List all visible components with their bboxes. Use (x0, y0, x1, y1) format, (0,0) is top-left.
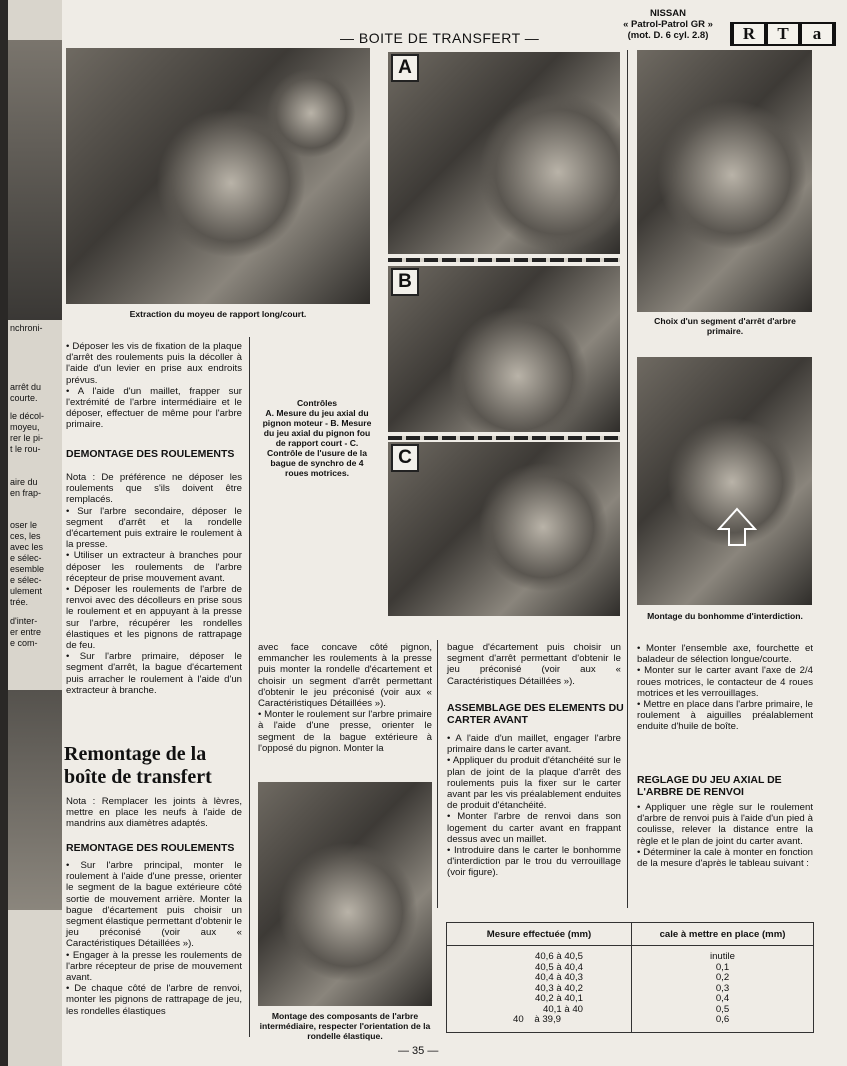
photo-divider (388, 436, 620, 440)
margin-photo-bottom (8, 690, 62, 910)
margin-line: aire du (10, 477, 38, 487)
photo-hub-extraction (66, 48, 370, 304)
paragraph: • Sur l'arbre secondaire, déposer le segment d'arrêt et la rondelle d'écartement puis extraire le roulement à la presse. (66, 505, 242, 551)
margin-line: arrêt du (10, 382, 42, 392)
column-rule (437, 640, 438, 908)
table-cell: 40,3 à 40,2 (534, 982, 583, 994)
logo-letter-t: T (768, 24, 798, 44)
table-cell: 0,1 (715, 961, 730, 973)
paragraph: • Appliquer une règle sur le roulement d'arbre de renvoi puis à l'aide d'un pied à coulisse, relever la distance entre la règle et le plan de joint du carter avant. (637, 802, 813, 847)
col1-top-text (66, 341, 242, 431)
margin-line: e com- (10, 638, 38, 648)
paragraph: avec face concave côté pignon, emmancher les roulements à la presse puis monter la rondelle d'écartement et choisir un segment d'arrêt permettant d'obtenir le jeu préconisé (voir aux « Caractéristiques Détaillées »). (258, 642, 432, 710)
margin-line: courte. (10, 393, 38, 403)
engine-line: (mot. D. 6 cyl. 2.8) (627, 30, 709, 41)
margin-line: oser le (10, 520, 38, 530)
photo-c-synchro-ring (388, 442, 620, 616)
fig1-caption: Extraction du moyeu de rapport long/court. (129, 309, 307, 319)
table-cell: 40,2 à 40,1 (534, 993, 583, 1004)
paragraph: • Monter le roulement sur l'arbre primaire à l'aide d'une presse, orienter le segment de la bague extérieure à l'opposé du pignon. Monter la (258, 709, 432, 754)
paragraph: • Déterminer la cale à monter en fonction de la mesure d'après le tableau suivant : (637, 846, 813, 870)
photo-divider (388, 258, 620, 262)
photo-b-axial-play-idler (388, 266, 620, 432)
margin-line: nchroni- (10, 323, 43, 333)
margin-line: trée. (10, 597, 29, 607)
paragraph: • Appliquer du produit d'étanchéité sur le plan de joint de la plaque d'arrêt des roulements puis la fixer sur le carter avant par les vis préalablement enduites de produit d'étanchéité. (447, 755, 621, 812)
paragraph: • Engager à la presse les roulements de l'arbre récepteur de prise de mouvement avant. (66, 949, 242, 984)
right-top-caption: Choix d'un segment d'arrêt d'arbre primaire. (654, 316, 796, 336)
col1-middle-text (66, 472, 242, 696)
table-cell: 40,1 à 40 (542, 1003, 583, 1015)
photo-label-b: B (391, 268, 419, 296)
paragraph: • Déposer les roulements de l'arbre de renvoi avec des décolleurs en prise sous le roulement et en appuyant à la presse sur l'arbre, récupérer les rondelles élastiques et les pignons de rattrapage de feu. (66, 584, 242, 652)
table-cell: inutile (709, 951, 736, 962)
photo-label-a: A (391, 54, 419, 82)
margin-line: e sélec- (10, 575, 42, 585)
right-bottom-caption: Montage du bonhomme d'interdiction. (647, 611, 803, 621)
table-cell: 0,5 (715, 1003, 730, 1015)
table-cell: 40 à 39,9 (513, 1014, 562, 1025)
table-cell: 40,4 à 40,3 (534, 972, 583, 983)
page-number: — 35 — (398, 1045, 439, 1057)
table-cell: 0,3 (715, 982, 730, 994)
paragraph: • Utiliser un extracteur à branches pour déposer les roulements de l'arbre récepteur de prise mouvement avant. (66, 550, 242, 584)
paragraph: • Sur l'arbre primaire, déposer le segment d'arrêt, la bague d'écartement puis arracher le roulement à l'aide d'un extracteur à branche. (66, 651, 242, 696)
previous-page-margin (0, 0, 62, 1066)
col2-text (258, 642, 432, 754)
heading-assemblage-carter: ASSEMBLAGE DES ELEMENTS DU CARTER AVANT (447, 702, 624, 726)
photo-label-c: C (391, 444, 419, 472)
table-cell: 0,4 (715, 993, 730, 1004)
photo-intermediate-shaft-components (258, 782, 432, 1006)
table-body (447, 946, 814, 1033)
vehicle-info (612, 8, 724, 41)
table-cell: 0,6 (715, 1014, 730, 1025)
col4-bottom-text (637, 802, 813, 869)
section-heading-remontage: Remontage de la boîte de transfert (64, 743, 212, 788)
photo-interlock-plunger (637, 357, 812, 605)
paragraph: • A l'aide d'un maillet, frapper sur l'extrémité de l'arbre intermédiaire et le déposer, effectuer de même pour l'arbre primaire. (66, 385, 242, 431)
table-header: cale à mettre en place (mm) (632, 923, 814, 946)
margin-line: rer le pi- (10, 433, 44, 443)
margin-line: t le rou- (10, 444, 41, 454)
col1-bottom-text (66, 860, 242, 1017)
controls-text: A. Mesure du jeu axial du pignon moteur - B. Mesure du jeu axial du pignon fou de rapport court - C. Contrôle de l'usure de la bague de synchro de 4 roues motrices. (262, 408, 372, 478)
controls-title: Contrôles (296, 398, 338, 408)
margin-line: er entre (10, 627, 42, 637)
heading-demontage-roulements: DEMONTAGE DES ROULEMENTS (66, 448, 235, 460)
paragraph: • Monter l'arbre de renvoi dans son logement du carter avant en frappant dessus avec un maillet. (447, 811, 621, 845)
table-cell: 40,6 à 40,5 (534, 951, 583, 962)
brand-name: NISSAN (650, 8, 686, 19)
arrow-icon (717, 507, 757, 547)
paragraph: • Introduire dans le carter le bonhomme d'interdiction par le trou du verrouillage (voir figure). (447, 845, 621, 879)
logo-letter-r: R (734, 24, 764, 44)
margin-line: en frap- (10, 488, 42, 498)
shim-table (446, 922, 814, 1033)
paragraph: • Monter l'ensemble axe, fourchette et baladeur de sélection longue/courte. (637, 643, 813, 666)
center-bottom-caption: Montage des composants de l'arbre intermédiaire, respecter l'orientation de la rondelle élastique. (259, 1011, 431, 1041)
note-remontage: Nota : Remplacer les joints à lèvres, mettre en place les neufs à l'aide de mandrins aux diamètres adaptés. (66, 796, 242, 830)
margin-line: e sélec- (10, 553, 42, 563)
paragraph: • De chaque côté de l'arbre de renvoi, monter les pignons de rattrapage de jeu, les rondelles élastiques (66, 983, 242, 1017)
model-line: « Patrol-Patrol GR » (623, 19, 713, 30)
table-cell: 0,2 (715, 972, 730, 983)
margin-line: ulement (10, 586, 43, 596)
paragraph: • Déposer les vis de fixation de la plaque d'arrêt des roulements puis la décoller à l'aide d'un levier en prise aux endroits prévus. (66, 341, 242, 386)
column-rule (627, 50, 628, 908)
col3-top-text: bague d'écartement puis choisir un segment d'arrêt permettant d'obtenir le jeu préconisé (voir aux « Caractéristiques Détaillées »). (447, 642, 621, 687)
table-header: Mesure effectuée (mm) (447, 923, 632, 946)
photo-a-axial-play-drive-pinion (388, 52, 620, 254)
margin-line: esemble (10, 564, 45, 574)
paragraph: • Monter sur le carter avant l'axe de 2/4 roues motrices, le contacteur de 4 roues motrices et les verrouillages. (637, 665, 813, 699)
margin-line: moyeu, (10, 422, 40, 432)
shim-column (632, 946, 814, 1033)
margin-line: d'inter- (10, 616, 38, 626)
heading-reglage-jeu-axial: REGLAGE DU JEU AXIAL DE L'ARBRE DE RENVOI (637, 774, 782, 798)
col4-top-text (637, 643, 813, 733)
col3-bottom-text (447, 733, 621, 879)
paragraph: • Sur l'arbre principal, monter le roulement à l'aide d'une presse, orienter le segment de la bague extérieure côté sortie de mouvement arrière. Monter la bague d'écartement puis choisir un segment élastique permettant d'obtenir le jeu préconisé (voir aux « Caractéristiques Détaillées »). (66, 860, 242, 950)
controls-caption (258, 398, 376, 478)
logo-letter-a: a (802, 24, 832, 44)
note: Nota : De préférence ne déposer les roulements que s'ils doivent être remplacés. (66, 472, 242, 506)
paragraph: • A l'aide d'un maillet, engager l'arbre primaire dans le carter avant. (447, 733, 621, 756)
table-cell: 40,5 à 40,4 (534, 961, 583, 973)
column-rule (249, 337, 250, 1037)
margin-line: avec les (10, 542, 44, 552)
paragraph: • Mettre en place dans l'arbre primaire, le roulement à aiguilles préalablement enduite d'huile de boîte. (637, 699, 813, 733)
margin-photo-top (8, 40, 62, 320)
margin-line: ces, les (10, 531, 41, 541)
margin-line: le décol- (10, 411, 45, 421)
section-title: — BOITE DE TRANSFERT — (340, 30, 540, 46)
table-header-row (447, 923, 814, 946)
measure-column (447, 946, 632, 1033)
heading-remontage-roulements: REMONTAGE DES ROULEMENTS (66, 842, 235, 854)
rta-logo (730, 22, 836, 46)
photo-snap-ring-selection (637, 50, 812, 312)
